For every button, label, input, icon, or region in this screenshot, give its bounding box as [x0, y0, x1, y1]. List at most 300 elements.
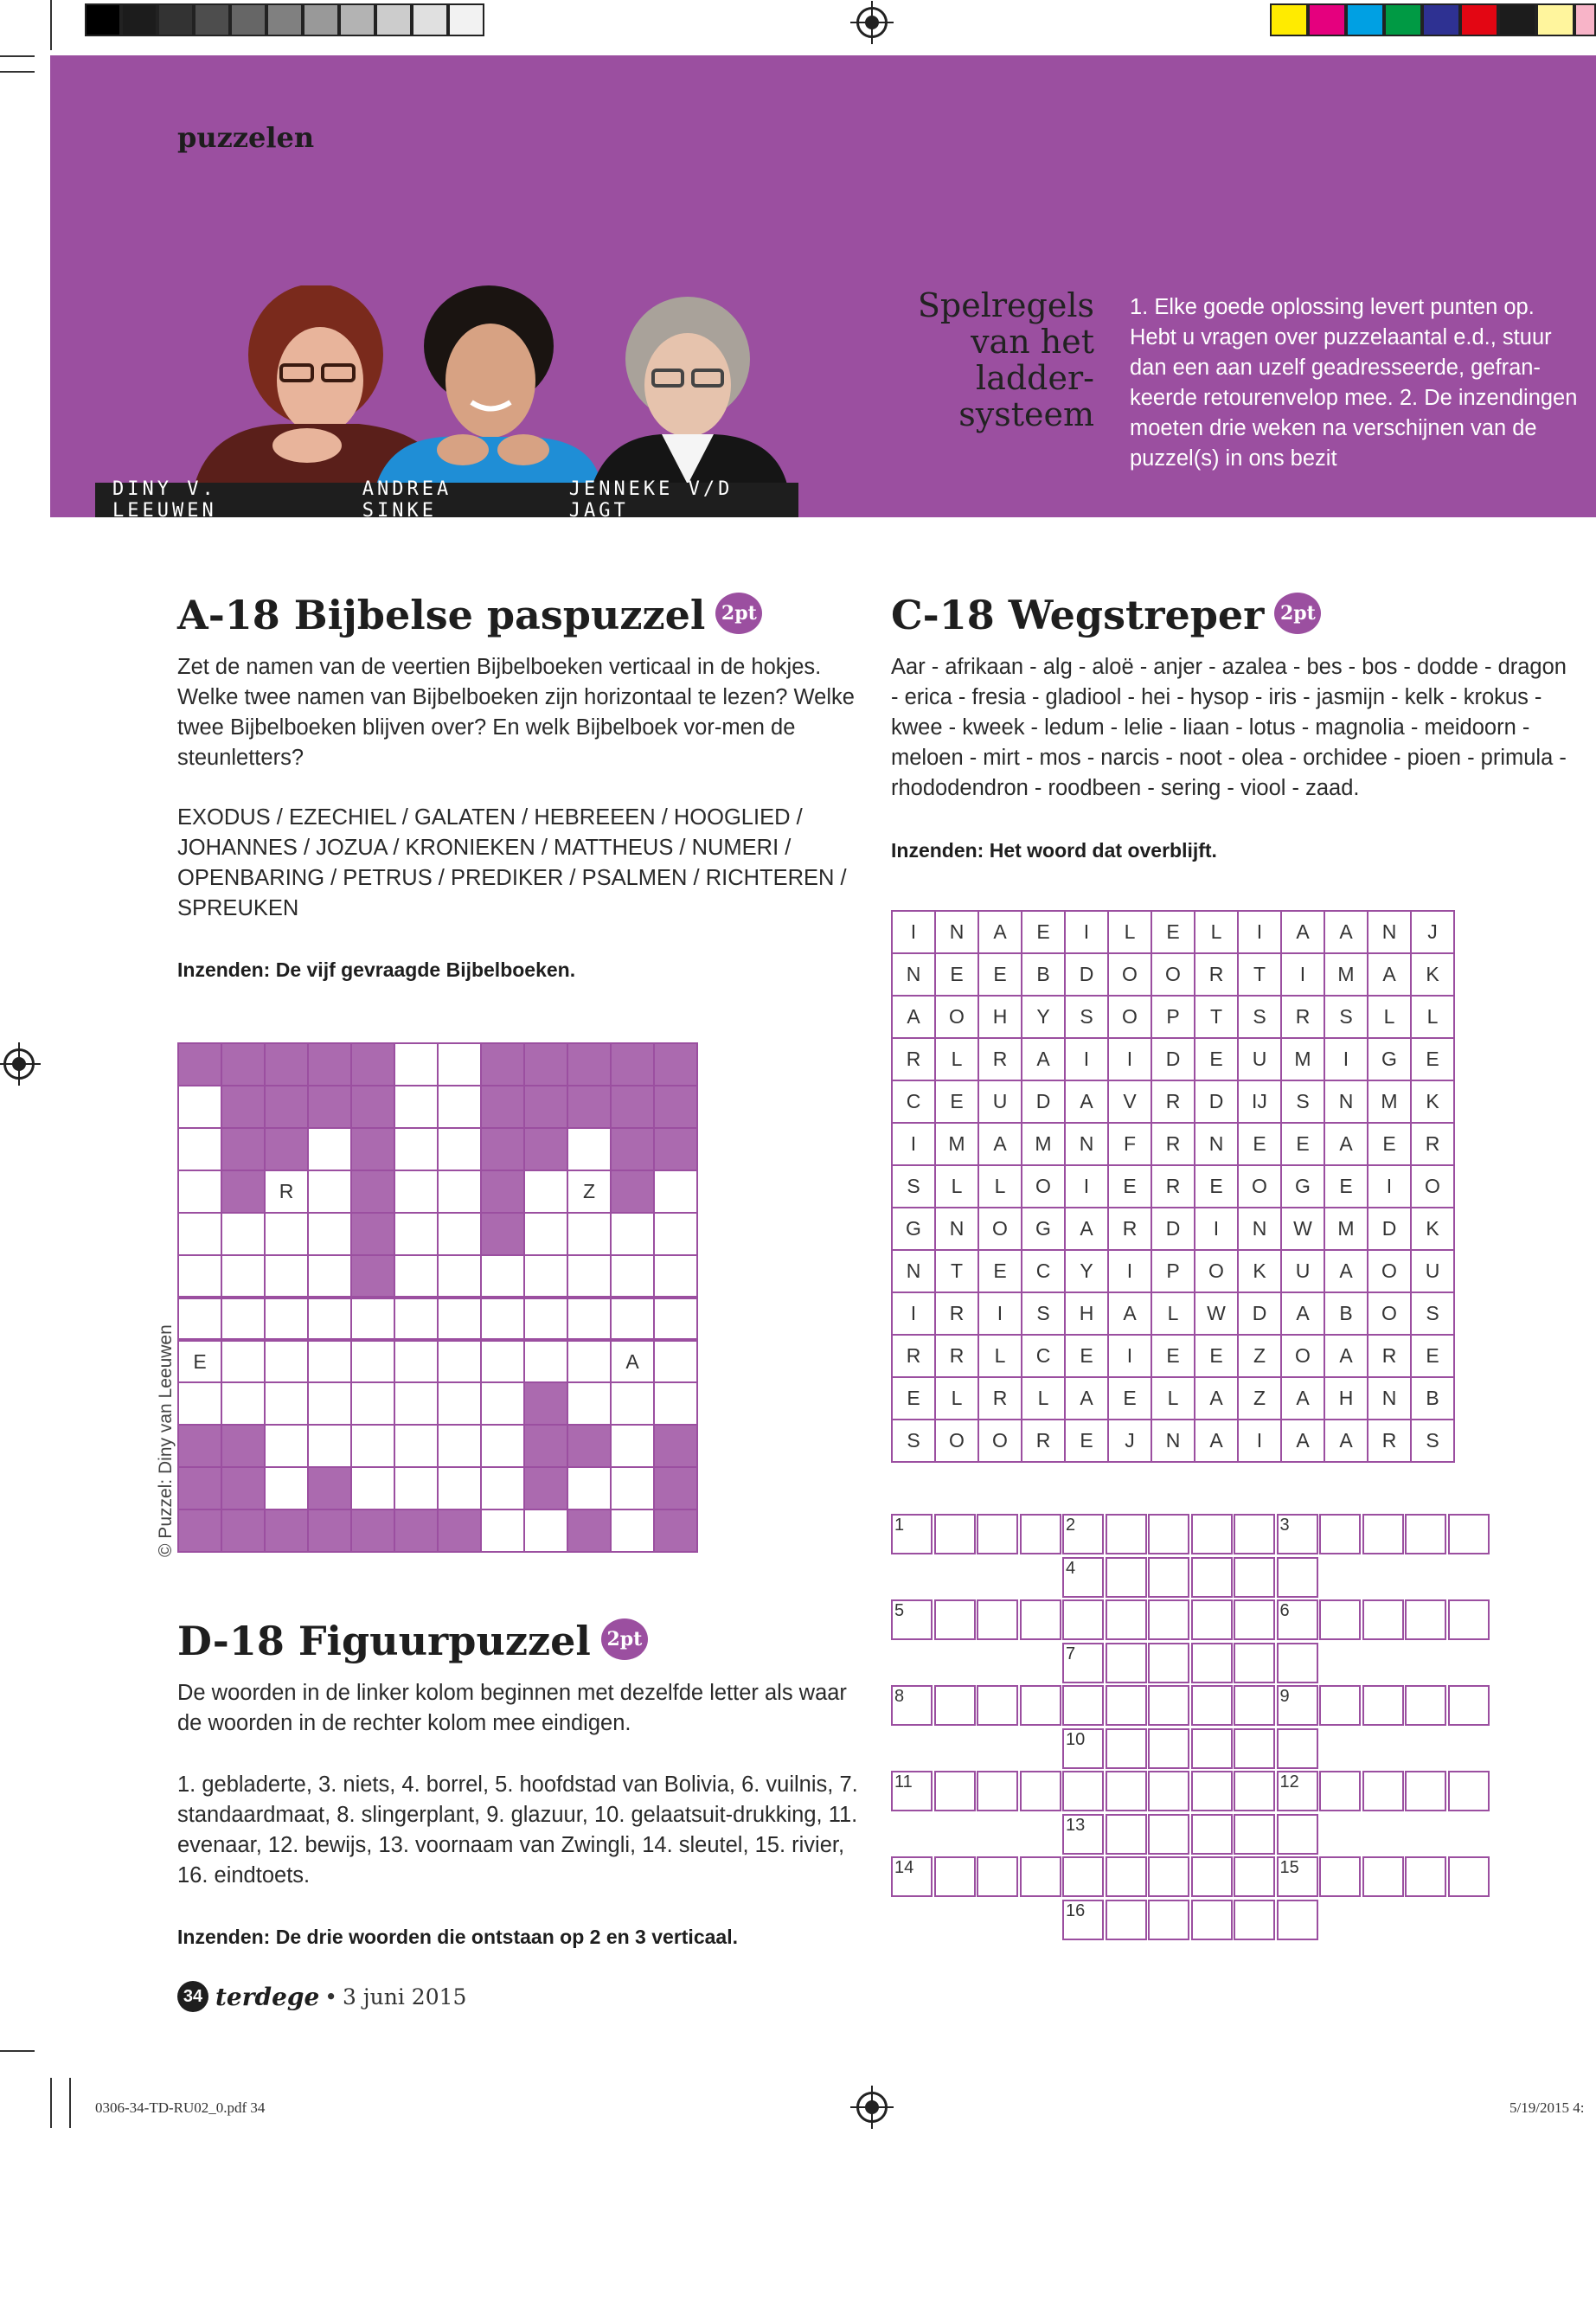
letter-cell: E	[1151, 911, 1195, 953]
grid-cell	[308, 1213, 351, 1255]
section-title: puzzelen	[177, 121, 315, 154]
crossword-cell	[1020, 1856, 1061, 1897]
letter-cell: L	[935, 1165, 978, 1208]
crossword-cell	[977, 1771, 1018, 1811]
slug-stamp: 5/19/2015 4:	[1509, 2099, 1585, 2116]
puzzle-c-intro: Aar - afrikaan - alg - aloë - anjer - azalea - bes - bos - dodde - dragon - erica - fresia - gladiool - hei - hysop - iris - jasmijn - kelk - krokus - kwee - kweek - ledum - lelie - liaan - lotus - magnolia - meidoorn - meloen - mirt - mos - narcis - noot - olea - orchidee - pioen - primula - rhododendron - roodbeen - sering - viool - zaad.	[891, 655, 1567, 800]
grid-row	[892, 1123, 1454, 1165]
letter-cell: L	[1195, 911, 1238, 953]
clue-number: 12	[1279, 1772, 1299, 1791]
grid-cell-filled	[221, 1086, 265, 1128]
grid-cell	[351, 1298, 394, 1340]
letter-cell: R	[1151, 1165, 1195, 1208]
grid-cell-filled	[654, 1509, 697, 1552]
letter-cell: V	[1108, 1080, 1151, 1123]
letter-cell: G	[892, 1208, 935, 1250]
crossword-cell	[1020, 1599, 1061, 1640]
grid-row	[892, 1165, 1454, 1208]
crossword-cell	[1362, 1514, 1404, 1554]
letter-cell: O	[978, 1208, 1022, 1250]
crossword-cell	[1020, 1685, 1061, 1726]
letter-cell: L	[1022, 1377, 1065, 1420]
grid-cell	[567, 1340, 611, 1382]
crossword-cell	[1148, 1856, 1189, 1897]
crossword-cell	[1277, 1814, 1318, 1855]
grid-cell	[221, 1255, 265, 1298]
clue-number: 6	[1279, 1601, 1290, 1620]
letter-cell: E	[1195, 1165, 1238, 1208]
letter-cell: S	[1411, 1420, 1454, 1462]
letter-cell: IJ	[1238, 1080, 1281, 1123]
letter-cell: O	[1238, 1165, 1281, 1208]
clue-number: 15	[1279, 1858, 1299, 1877]
grid-cell	[654, 1340, 697, 1382]
grid-cell	[524, 1170, 567, 1213]
grid-cell	[654, 1213, 697, 1255]
crossword-cell	[934, 1514, 976, 1554]
grid-row	[178, 1043, 697, 1086]
letter-cell: I	[892, 911, 935, 953]
puzzle-c-title-text: C-18 Wegstreper	[891, 592, 1265, 638]
letter-cell: I	[892, 1123, 935, 1165]
grid-row	[178, 1298, 697, 1340]
grid-cell	[178, 1170, 221, 1213]
grid-row	[892, 1080, 1454, 1123]
crossword-cell	[934, 1599, 976, 1640]
letter-cell: N	[935, 1208, 978, 1250]
letter-cell: E	[892, 1377, 935, 1420]
grid-cell-filled	[351, 1086, 394, 1128]
letter-cell: M	[1022, 1123, 1065, 1165]
letter-cell: D	[1065, 953, 1108, 996]
crossword-cell	[1362, 1599, 1404, 1640]
letter-cell: C	[1022, 1250, 1065, 1292]
grid-cell-filled	[265, 1128, 308, 1170]
grid-cell: Z	[567, 1170, 611, 1213]
grid-cell	[438, 1128, 481, 1170]
letter-cell: S	[1238, 996, 1281, 1038]
letter-cell: I	[1281, 953, 1324, 996]
crossword-cell	[1106, 1771, 1147, 1811]
grid-cell-filled	[351, 1509, 394, 1552]
letter-cell: Z	[1238, 1335, 1281, 1377]
grid-row	[892, 1208, 1454, 1250]
letter-cell: H	[978, 996, 1022, 1038]
clue-number: 1	[894, 1516, 905, 1535]
letter-cell: D	[1368, 1208, 1411, 1250]
grid-cell-filled	[178, 1467, 221, 1509]
crossword-cell	[1234, 1814, 1275, 1855]
grid-cell-filled	[221, 1467, 265, 1509]
letter-cell: B	[1411, 1377, 1454, 1420]
grid-cell-filled	[481, 1128, 524, 1170]
footer-separator: •	[324, 1984, 338, 2009]
clue-number: 5	[894, 1601, 905, 1620]
letter-cell: S	[1065, 996, 1108, 1038]
grid-cell	[438, 1255, 481, 1298]
grid-cell-filled	[394, 1509, 438, 1552]
grid-cell-filled	[351, 1213, 394, 1255]
crossword-cell	[1448, 1856, 1490, 1897]
letter-cell: R	[935, 1292, 978, 1335]
grid-cell	[524, 1340, 567, 1382]
grid-cell	[438, 1425, 481, 1467]
letter-cell: A	[1324, 1335, 1368, 1377]
puzzle-d-clues: 1. gebladerte, 3. niets, 4. borrel, 5. hoofdstad van Bolivia, 6. vuilnis, 7. standaardmaat, 8. slingerplant, 9. glazuur, 10. gelaatsuit-drukking, 11. evenaar, 12. bewijs, 13. voornaam van Zwingli, 14. sleutel, 15. rivier, 16. eindtoets.	[177, 1772, 858, 1888]
letter-cell: E	[978, 1250, 1022, 1292]
grid-row	[178, 1086, 697, 1128]
grid-cell	[481, 1382, 524, 1425]
clue-number: 7	[1066, 1644, 1076, 1663]
grid-cell	[438, 1170, 481, 1213]
grid-cell	[524, 1298, 567, 1340]
puzzle-c-title	[891, 592, 1321, 639]
grid-row	[178, 1425, 697, 1467]
letter-cell: O	[1108, 953, 1151, 996]
letter-cell: R	[1281, 996, 1324, 1038]
grid-cell-filled	[351, 1128, 394, 1170]
grid-cell	[654, 1170, 697, 1213]
grid-cell-filled	[654, 1467, 697, 1509]
letter-cell: C	[1022, 1335, 1065, 1377]
page-footer	[177, 1981, 466, 2012]
letter-cell: R	[1151, 1080, 1195, 1123]
grid-row	[892, 1292, 1454, 1335]
letter-cell: R	[1368, 1335, 1411, 1377]
letter-cell: N	[1151, 1420, 1195, 1462]
grid-cell-filled	[654, 1128, 697, 1170]
grid-cell	[308, 1425, 351, 1467]
letter-cell: A	[1022, 1038, 1065, 1080]
letter-cell: L	[1368, 996, 1411, 1038]
grid-cell	[438, 1340, 481, 1382]
grid-cell-filled	[221, 1043, 265, 1086]
letter-cell: S	[1022, 1292, 1065, 1335]
grid-cell-filled	[524, 1467, 567, 1509]
letter-cell: R	[1108, 1208, 1151, 1250]
registration-mark-icon	[856, 7, 888, 38]
letter-cell: E	[1238, 1123, 1281, 1165]
grid-cell	[351, 1382, 394, 1425]
grid-cell	[308, 1128, 351, 1170]
author-name: ANDREA SINKE	[362, 478, 452, 522]
letter-cell: I	[1065, 911, 1108, 953]
grid-cell	[351, 1467, 394, 1509]
crossword-cell	[1191, 1685, 1233, 1726]
letter-cell: N	[1368, 911, 1411, 953]
letter-cell: L	[935, 1038, 978, 1080]
letter-cell: O	[935, 1420, 978, 1462]
crossword-cell	[1106, 1856, 1147, 1897]
grid-cell	[308, 1255, 351, 1298]
crossword-cell	[1062, 1685, 1104, 1726]
grid-cell	[567, 1213, 611, 1255]
letter-cell: A	[1281, 911, 1324, 953]
crossword-cell	[1319, 1685, 1361, 1726]
grid-cell	[611, 1213, 654, 1255]
grid-cell	[611, 1382, 654, 1425]
crossword-cell	[1148, 1514, 1189, 1554]
letter-cell: A	[1368, 953, 1411, 996]
grid-cell	[567, 1128, 611, 1170]
grid-cell	[178, 1086, 221, 1128]
grid-cell-filled	[351, 1170, 394, 1213]
letter-cell: B	[1022, 953, 1065, 996]
letter-cell: R	[935, 1335, 978, 1377]
grid-cell-filled	[308, 1043, 351, 1086]
grid-cell-filled	[265, 1509, 308, 1552]
grid-row	[892, 1377, 1454, 1420]
puzzle-d-grid	[891, 1514, 1497, 1946]
letter-cell: A	[1281, 1292, 1324, 1335]
crossword-cell	[1191, 1557, 1233, 1598]
crossword-cell	[1234, 1557, 1275, 1598]
letter-cell: T	[1195, 996, 1238, 1038]
grid-cell-filled	[438, 1509, 481, 1552]
grid-cell-filled	[611, 1043, 654, 1086]
author-photos	[177, 285, 800, 484]
grid-cell	[481, 1467, 524, 1509]
crossword-cell	[1277, 1557, 1318, 1598]
letter-cell: N	[892, 953, 935, 996]
grid-row	[178, 1170, 697, 1213]
grid-cell	[394, 1170, 438, 1213]
grid-row	[892, 996, 1454, 1038]
grid-cell	[438, 1298, 481, 1340]
clue-number: 11	[894, 1772, 913, 1791]
letter-cell: I	[1108, 1038, 1151, 1080]
grid-cell	[351, 1340, 394, 1382]
grid-cell	[611, 1298, 654, 1340]
crossword-cell	[1405, 1514, 1446, 1554]
crossword-cell	[1148, 1685, 1189, 1726]
grid-cell-filled	[221, 1425, 265, 1467]
letter-cell: E	[978, 953, 1022, 996]
letter-cell: L	[978, 1335, 1022, 1377]
letter-cell: F	[1108, 1123, 1151, 1165]
letter-cell: A	[1281, 1377, 1324, 1420]
grid-cell	[481, 1298, 524, 1340]
issue-date: 3 juni 2015	[343, 1984, 467, 2009]
letter-cell: H	[1065, 1292, 1108, 1335]
crossword-cell	[1362, 1771, 1404, 1811]
letter-cell: L	[978, 1165, 1022, 1208]
letter-cell: A	[1065, 1208, 1108, 1250]
letter-cell: P	[1151, 996, 1195, 1038]
rules-text: 1. Elke goede oplossing levert punten op. Hebt u vragen over puzzelaantal e.d., stuur dan een aan uzelf geadresseerde, gefran-keerde retourenvelop mee. 2. De inzendingen moeten drie weken na verschijnen van de puzzel(s) in ons bezit	[1130, 295, 1578, 471]
letter-cell: M	[1324, 1208, 1368, 1250]
grid-row	[892, 1420, 1454, 1462]
grid-cell	[611, 1255, 654, 1298]
puzzle-d-title	[177, 1618, 648, 1665]
letter-cell: O	[1195, 1250, 1238, 1292]
puzzle-d-send: Inzenden: De drie woorden die ontstaan op 2 en 3 verticaal.	[177, 1926, 738, 1948]
puzzle-a-words: EXODUS / EZECHIEL / GALATEN / HEBREEEN / HOOGLIED / JOHANNES / JOZUA / KRONIEKEN / MATTHEUS / NUMERI / OPENBARING / PETRUS / PREDIKER / PSALMEN / RICHTEREN / SPREUKEN	[177, 805, 847, 920]
letter-cell: R	[1195, 953, 1238, 996]
grid-cell	[524, 1255, 567, 1298]
letter-cell: P	[1151, 1250, 1195, 1292]
grid-cell	[221, 1382, 265, 1425]
letter-cell: I	[1108, 1335, 1151, 1377]
crossword-cell	[934, 1685, 976, 1726]
letter-cell: D	[1151, 1038, 1195, 1080]
crossword-cell	[1448, 1514, 1490, 1554]
grid-row	[178, 1382, 697, 1425]
letter-cell: O	[1022, 1165, 1065, 1208]
crossword-cell	[1148, 1900, 1189, 1940]
letter-cell: N	[1324, 1080, 1368, 1123]
copyright-note: © Puzzel: Diny van Leeuwen	[156, 1324, 176, 1557]
letter-cell: E	[1195, 1335, 1238, 1377]
grid-cell	[178, 1255, 221, 1298]
grid-cell-filled	[308, 1086, 351, 1128]
letter-cell: A	[1065, 1377, 1108, 1420]
grid-cell-filled	[308, 1467, 351, 1509]
clue-number: 16	[1066, 1900, 1086, 1920]
grid-cell	[438, 1086, 481, 1128]
crossword-cell	[1148, 1771, 1189, 1811]
crossword-cell	[1277, 1900, 1318, 1940]
crossword-cell	[1234, 1771, 1275, 1811]
letter-cell: S	[892, 1165, 935, 1208]
grid-cell-filled	[567, 1043, 611, 1086]
letter-cell: E	[1411, 1038, 1454, 1080]
grid-row	[178, 1128, 697, 1170]
grid-cell	[265, 1425, 308, 1467]
grid-row	[892, 1038, 1454, 1080]
grid-cell-filled	[481, 1170, 524, 1213]
author-names	[95, 478, 798, 522]
letter-cell: U	[978, 1080, 1022, 1123]
grid-cell	[308, 1298, 351, 1340]
letter-cell: W	[1281, 1208, 1324, 1250]
registration-mark-icon	[3, 1048, 35, 1080]
crossword-cell	[1191, 1900, 1233, 1940]
rules-title: Spelregels van het ladder-systeem	[917, 286, 1094, 433]
letter-cell: K	[1411, 953, 1454, 996]
grid-cell	[221, 1213, 265, 1255]
crossword-cell	[1191, 1514, 1233, 1554]
author-name: DINY V. LEEUWEN	[112, 478, 217, 522]
grid-cell-filled	[481, 1043, 524, 1086]
crossword-cell	[1234, 1685, 1275, 1726]
letter-cell: I	[1108, 1250, 1151, 1292]
letter-cell: D	[1151, 1208, 1195, 1250]
letter-cell: S	[1281, 1080, 1324, 1123]
crossword-cell	[977, 1685, 1018, 1726]
puzzle-d-title-text: D-18 Figuurpuzzel	[177, 1618, 591, 1664]
grid-cell	[394, 1382, 438, 1425]
letter-cell: S	[1411, 1292, 1454, 1335]
letter-cell: E	[935, 953, 978, 996]
grid-cell	[265, 1467, 308, 1509]
crossword-cell	[1405, 1771, 1446, 1811]
letter-cell: U	[1411, 1250, 1454, 1292]
crossword-cell	[1234, 1599, 1275, 1640]
grid-cell-filled	[221, 1509, 265, 1552]
slug-file: 0306-34-TD-RU02_0.pdf 34	[95, 2099, 266, 2116]
letter-cell: M	[1324, 953, 1368, 996]
crossword-cell	[1020, 1514, 1061, 1554]
grid-cell-filled	[178, 1425, 221, 1467]
letter-cell: R	[892, 1038, 935, 1080]
letter-cell: G	[1368, 1038, 1411, 1080]
letter-cell: H	[1324, 1377, 1368, 1420]
grid-cell: A	[611, 1340, 654, 1382]
crossword-cell	[1191, 1814, 1233, 1855]
grid-cell: E	[178, 1340, 221, 1382]
letter-cell: D	[1238, 1292, 1281, 1335]
grid-cell	[611, 1467, 654, 1509]
letter-cell: Y	[1065, 1250, 1108, 1292]
letter-cell: B	[1324, 1292, 1368, 1335]
grid-cell	[265, 1255, 308, 1298]
letter-cell: E	[1151, 1335, 1195, 1377]
grid-cell-filled	[567, 1425, 611, 1467]
crossword-cell	[1448, 1685, 1490, 1726]
letter-cell: S	[892, 1420, 935, 1462]
registration-mark-icon	[856, 2092, 888, 2123]
letter-cell: R	[978, 1038, 1022, 1080]
letter-cell: T	[1238, 953, 1281, 996]
letter-cell: I	[1065, 1038, 1108, 1080]
crossword-cell	[1448, 1771, 1490, 1811]
grid-cell	[394, 1340, 438, 1382]
trim-mark	[0, 2050, 35, 2052]
trim-mark	[0, 71, 35, 73]
clue-number: 2	[1066, 1516, 1076, 1535]
grid-cell-filled	[654, 1425, 697, 1467]
letter-cell: I	[978, 1292, 1022, 1335]
clue-number: 4	[1066, 1558, 1076, 1578]
letter-cell: R	[978, 1377, 1022, 1420]
puzzle-a-send: Inzenden: De vijf gevraagde Bijbelboeken.	[177, 958, 576, 981]
crossword-cell	[1405, 1599, 1446, 1640]
grid-cell-filled	[265, 1043, 308, 1086]
grid-cell	[394, 1425, 438, 1467]
letter-cell: I	[1324, 1038, 1368, 1080]
letter-cell: E	[1195, 1038, 1238, 1080]
crossword-cell	[934, 1856, 976, 1897]
crossword-cell	[977, 1514, 1018, 1554]
grid-cell-filled	[524, 1128, 567, 1170]
letter-cell: L	[1151, 1377, 1195, 1420]
crossword-cell	[1062, 1856, 1104, 1897]
letter-cell: L	[1411, 996, 1454, 1038]
letter-cell: R	[1022, 1420, 1065, 1462]
letter-cell: E	[1065, 1420, 1108, 1462]
crossword-cell	[1020, 1771, 1061, 1811]
crossword-cell	[1148, 1643, 1189, 1683]
letter-cell: D	[1022, 1080, 1065, 1123]
letter-cell: D	[1195, 1080, 1238, 1123]
crossword-cell	[1191, 1599, 1233, 1640]
grid-cell-filled	[611, 1170, 654, 1213]
trim-mark	[50, 0, 52, 50]
letter-cell: A	[1065, 1080, 1108, 1123]
page-number: 34	[177, 1981, 208, 2012]
crossword-cell	[1148, 1728, 1189, 1769]
letter-cell: I	[892, 1292, 935, 1335]
letter-cell: E	[1108, 1377, 1151, 1420]
letter-cell: J	[1108, 1420, 1151, 1462]
puzzle-a-intro: Zet de namen van de veertien Bijbelboeken verticaal in de hokjes. Welke twee namen van Bijbelboeken zijn horizontaal te lezen? Welke twee Bijbelboeken blijven over? En welk Bijbelboek vor-men de steunletters?	[177, 655, 855, 770]
letter-cell: M	[1368, 1080, 1411, 1123]
grid-cell	[654, 1382, 697, 1425]
crossword-cell	[1106, 1557, 1147, 1598]
letter-cell: E	[1108, 1165, 1151, 1208]
grid-cell	[351, 1425, 394, 1467]
